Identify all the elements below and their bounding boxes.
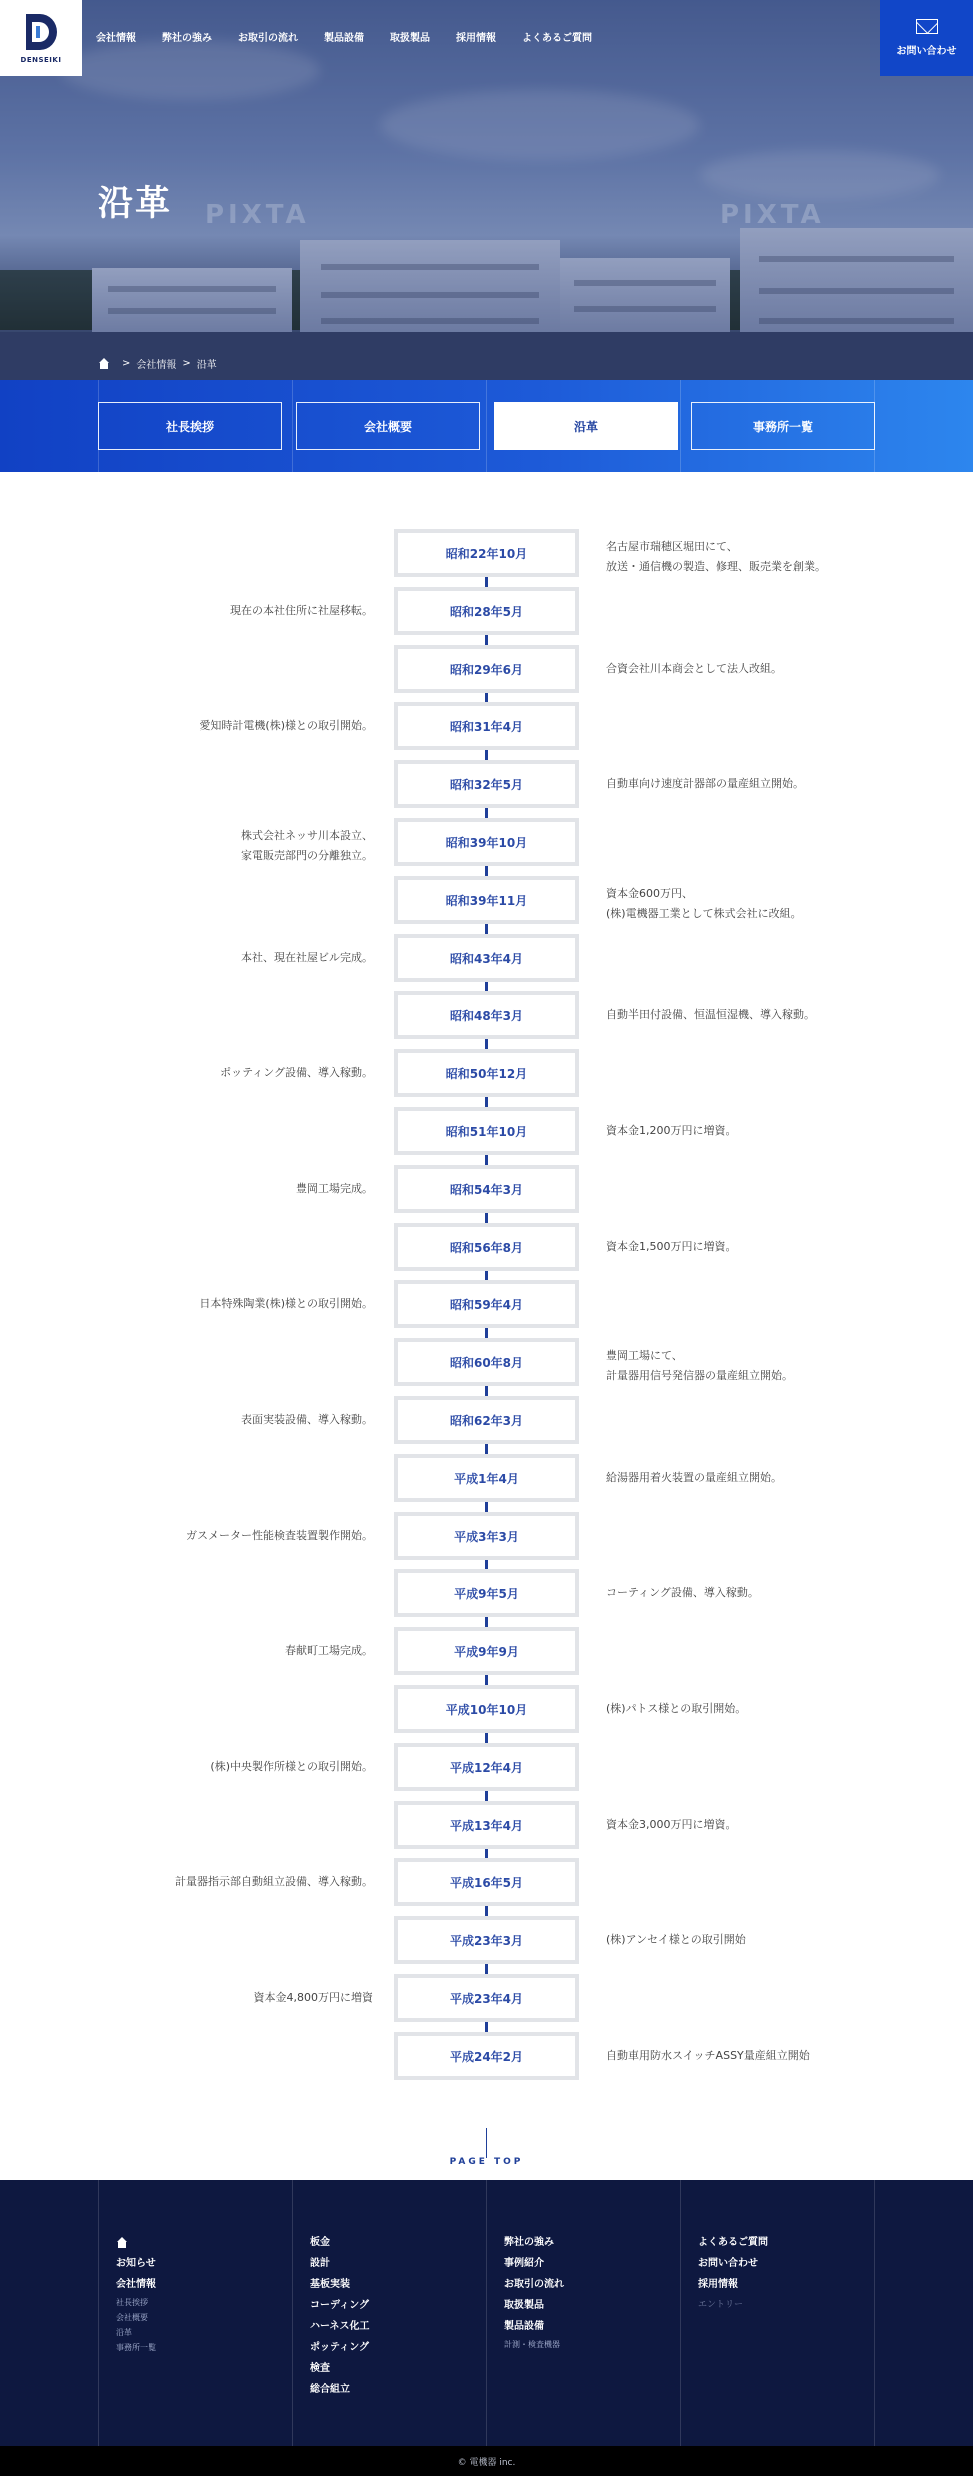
contact-button[interactable] xyxy=(880,0,973,76)
footer-link-equipment[interactable]: 製品設備 xyxy=(504,2321,544,2332)
timeline-description xyxy=(186,1526,373,1546)
footer-col-4 xyxy=(698,2232,768,2316)
timeline-description xyxy=(606,1468,782,1488)
company-subnav xyxy=(0,380,973,472)
footer-link-harness[interactable]: ハーネス化工 xyxy=(310,2321,370,2332)
timeline-description xyxy=(210,1757,373,1777)
timeline-date: 平成12年4月 xyxy=(394,1743,579,1791)
breadcrumb xyxy=(98,356,217,371)
breadcrumb-current: 沿革 xyxy=(196,360,217,371)
timeline-text-line: 資本金1,200万円に増資。 xyxy=(606,1124,737,1137)
page-top-link[interactable] xyxy=(0,2128,973,2180)
timeline-text-line: 本社、現在社屋ビル完成。 xyxy=(241,951,373,964)
footer-sublink-measuring[interactable]: 計測・検査機器 xyxy=(504,2340,560,2349)
timeline-description xyxy=(296,1179,373,1199)
timeline-text-line: 愛知時計電機(株)様との取引開始。 xyxy=(199,719,373,732)
footer-sublink-history[interactable]: 沿革 xyxy=(116,2328,132,2337)
timeline-text-line: ポッティング設備、導入稼動。 xyxy=(220,1066,373,1079)
nav-products[interactable]: 取扱製品 xyxy=(390,33,430,44)
footer-link-potting[interactable]: ポッティング xyxy=(310,2342,369,2353)
footer-link-coding[interactable]: コーディング xyxy=(310,2300,369,2311)
nav-company-info[interactable]: 会社情報 xyxy=(96,33,136,44)
footer-col-3 xyxy=(504,2232,564,2352)
nav-trade-flow[interactable]: お取引の流れ xyxy=(238,33,298,44)
timeline-date: 昭和54年3月 xyxy=(394,1165,579,1213)
timeline-date: 昭和22年10月 xyxy=(394,529,579,577)
timeline-date: 昭和62年3月 xyxy=(394,1396,579,1444)
timeline-date: 昭和43年4月 xyxy=(394,934,579,982)
footer-link-contact[interactable]: お問い合わせ xyxy=(698,2258,758,2269)
global-nav xyxy=(96,29,618,44)
breadcrumb-separator: > xyxy=(122,358,131,369)
timeline-text-line: 資本金1,500万円に増資。 xyxy=(606,1240,737,1253)
footer-home-link[interactable] xyxy=(116,2232,156,2253)
timeline-text-line: 株式会社ネッサ川本設立、 xyxy=(241,829,373,842)
timeline-text-line: 自動半田付設備、恒温恒湿機、導入稼動。 xyxy=(606,1008,815,1021)
page-top-line xyxy=(486,2128,487,2158)
timeline-description xyxy=(606,2046,810,2066)
footer-link-pcb[interactable]: 基板実装 xyxy=(310,2279,350,2290)
timeline-text-line: 自動車向け速度計器部の量産組立開始。 xyxy=(606,777,804,790)
timeline-date: 平成1年4月 xyxy=(394,1454,579,1502)
timeline-text-line: (株)中央製作所様との取引開始。 xyxy=(210,1760,373,1773)
timeline-date: 平成24年2月 xyxy=(394,2032,579,2080)
copyright: © 電機器 inc. xyxy=(0,2446,973,2476)
timeline-text-line: 計量器指示部自動組立設備、導入稼動。 xyxy=(175,1875,373,1888)
timeline-text-line: 家電販売部門の分離独立。 xyxy=(241,849,373,862)
watermark: PIXTA xyxy=(720,200,825,230)
footer-link-cases[interactable]: 事例紹介 xyxy=(504,2258,544,2269)
site-logo[interactable] xyxy=(0,0,82,76)
footer-sublink-offices[interactable]: 事務所一覧 xyxy=(116,2343,156,2352)
footer-link-design[interactable]: 設計 xyxy=(310,2258,330,2269)
footer-link-assembly[interactable]: 総合組立 xyxy=(310,2384,350,2395)
timeline-description xyxy=(241,826,373,866)
home-icon xyxy=(116,2237,128,2248)
timeline-date: 平成23年4月 xyxy=(394,1974,579,2022)
timeline-description xyxy=(241,948,373,968)
timeline-description xyxy=(254,1988,374,2008)
footer xyxy=(0,2180,973,2446)
nav-recruit[interactable]: 採用情報 xyxy=(456,33,496,44)
watermark: PIXTA xyxy=(205,200,310,230)
footer-col-2 xyxy=(310,2232,370,2400)
footer-col-1 xyxy=(116,2232,156,2355)
timeline-text-line: 資本金3,000万円に増資。 xyxy=(606,1818,737,1831)
timeline-date: 昭和29年6月 xyxy=(394,645,579,693)
timeline-description xyxy=(285,1641,373,1661)
timeline-date: 昭和51年10月 xyxy=(394,1107,579,1155)
timeline-date: 平成3年3月 xyxy=(394,1512,579,1560)
footer-link-inspection[interactable]: 検査 xyxy=(310,2363,330,2374)
timeline-description xyxy=(230,601,373,621)
footer-link-company[interactable]: 会社情報 xyxy=(116,2279,156,2290)
tab-company-overview[interactable]: 会社概要 xyxy=(296,402,480,450)
timeline-text-line: (株)電機器工業として株式会社に改組。 xyxy=(606,907,802,920)
timeline-text-line: 合資会社川本商会として法人改組。 xyxy=(606,662,782,675)
timeline-text-line: 豊岡工場にて、 xyxy=(606,1349,683,1362)
timeline-text-line: 表面実装設備、導入稼動。 xyxy=(241,1413,373,1426)
footer-link-entry[interactable]: エントリー xyxy=(698,2300,744,2310)
timeline-date: 平成13年4月 xyxy=(394,1801,579,1849)
page-top-label: PAGE TOP xyxy=(449,2157,524,2167)
timeline-text-line: ガスメーター性能検査装置製作開始。 xyxy=(186,1529,373,1542)
footer-link-products[interactable]: 取扱製品 xyxy=(504,2300,544,2311)
timeline-description xyxy=(606,1005,815,1025)
footer-link-news[interactable]: お知らせ xyxy=(116,2258,156,2269)
tab-president-message[interactable]: 社長挨拶 xyxy=(98,402,282,450)
timeline-description xyxy=(241,1410,373,1430)
tab-office-list[interactable]: 事務所一覧 xyxy=(691,402,875,450)
timeline-text-line: 計量器用信号発信器の量産組立開始。 xyxy=(606,1369,793,1382)
timeline-description xyxy=(199,716,373,736)
footer-sublink-overview[interactable]: 会社概要 xyxy=(116,2313,148,2322)
footer-sublink-president[interactable]: 社長挨拶 xyxy=(116,2298,148,2307)
timeline-date: 平成9年9月 xyxy=(394,1627,579,1675)
footer-link-trade-flow[interactable]: お取引の流れ xyxy=(504,2279,564,2290)
timeline-text-line: コーティング設備、導入稼動。 xyxy=(606,1586,759,1599)
breadcrumb-company-info[interactable]: 会社情報 xyxy=(136,360,177,371)
timeline-description xyxy=(606,884,802,924)
nav-equipment[interactable]: 製品設備 xyxy=(324,33,364,44)
nav-strengths[interactable]: 弊社の強み xyxy=(162,33,212,44)
tab-history[interactable]: 沿革 xyxy=(494,402,678,450)
timeline-description xyxy=(220,1063,373,1083)
timeline-text-line: 自動車用防水スイッチASSY量産組立開始 xyxy=(606,2049,810,2062)
timeline-description xyxy=(606,1121,737,1141)
timeline-text-line: 給湯器用着火装置の量産組立開始。 xyxy=(606,1471,782,1484)
timeline-date: 昭和56年8月 xyxy=(394,1223,579,1271)
page-title: 沿革 xyxy=(98,184,173,224)
timeline-date: 昭和39年10月 xyxy=(394,818,579,866)
timeline-date: 昭和50年12月 xyxy=(394,1049,579,1097)
timeline-description xyxy=(606,537,826,577)
timeline-text-line: (株)アンセイ様との取引開始 xyxy=(606,1933,746,1946)
timeline-date: 平成10年10月 xyxy=(394,1685,579,1733)
timeline-text-line: 春献町工場完成。 xyxy=(285,1644,373,1657)
timeline-date: 平成23年3月 xyxy=(394,1916,579,1964)
timeline-text-line: 放送・通信機の製造、修理、販売業を創業。 xyxy=(606,560,826,573)
timeline-description xyxy=(606,659,782,679)
footer-link-recruit[interactable]: 採用情報 xyxy=(698,2279,738,2290)
timeline-date: 平成9年5月 xyxy=(394,1569,579,1617)
timeline-text-line: 名古屋市瑞穂区堀田にて、 xyxy=(606,540,738,553)
timeline-date: 昭和48年3月 xyxy=(394,991,579,1039)
timeline-description xyxy=(606,1346,793,1386)
envelope-icon xyxy=(916,19,938,34)
breadcrumb-separator: > xyxy=(182,358,191,369)
logo-mark-icon xyxy=(24,12,58,52)
timeline-date: 昭和60年8月 xyxy=(394,1338,579,1386)
timeline-description xyxy=(606,1815,737,1835)
timeline-description xyxy=(175,1872,373,1892)
timeline-description xyxy=(606,1930,746,1950)
timeline-date: 昭和59年4月 xyxy=(394,1280,579,1328)
timeline-text-line: 日本特殊陶業(株)様との取引開始。 xyxy=(199,1297,373,1310)
timeline-description xyxy=(606,774,804,794)
timeline-text-line: (株)パトス様との取引開始。 xyxy=(606,1702,747,1715)
timeline-text-line: 資本金4,800万円に増資 xyxy=(253,1991,373,2004)
timeline-date: 昭和31年4月 xyxy=(394,702,579,750)
timeline-text-line: 資本金600万円、 xyxy=(606,887,693,900)
footer-link-sheet-metal[interactable]: 板金 xyxy=(310,2237,330,2248)
logo-text: DENSEIKI xyxy=(20,56,62,64)
nav-faq[interactable]: よくあるご質問 xyxy=(522,33,592,44)
footer-link-faq[interactable]: よくあるご質問 xyxy=(698,2237,768,2248)
footer-link-strengths[interactable]: 弊社の強み xyxy=(504,2237,554,2248)
timeline-description xyxy=(606,1699,746,1719)
home-icon[interactable] xyxy=(98,358,110,369)
timeline-description xyxy=(606,1237,737,1257)
timeline-text-line: 現在の本社住所に社屋移転。 xyxy=(230,604,373,617)
timeline-text-line: 豊岡工場完成。 xyxy=(296,1182,373,1195)
timeline-date: 平成16年5月 xyxy=(394,1858,579,1906)
timeline-description xyxy=(606,1583,759,1603)
timeline-date: 昭和28年5月 xyxy=(394,587,579,635)
timeline-date: 昭和32年5月 xyxy=(394,760,579,808)
contact-label: お問い合わせ xyxy=(896,46,957,57)
timeline-description xyxy=(199,1294,373,1314)
timeline-date: 昭和39年11月 xyxy=(394,876,579,924)
